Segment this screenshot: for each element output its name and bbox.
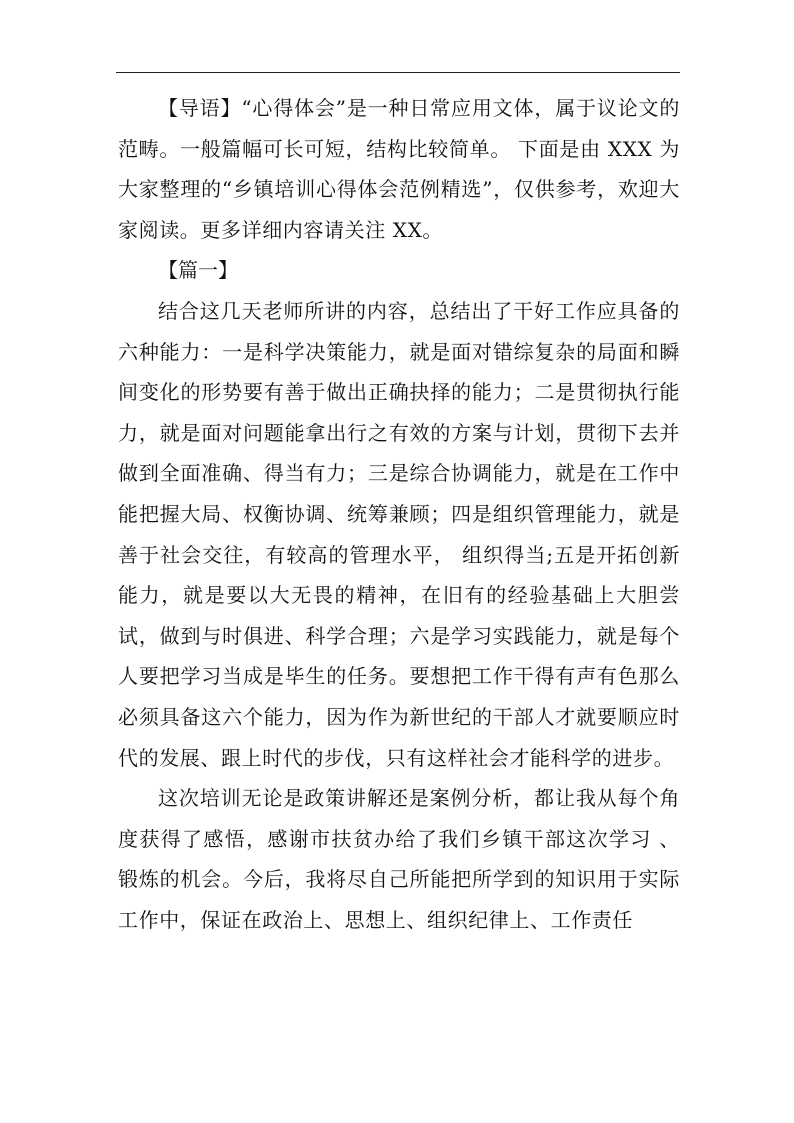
intro-paragraph: 【导语】“心得体会”是一种日常应用文体，属于议论文的范畴。一般篇幅可长可短，结构比较简单。 下面是由 XXX 为大家整理的“乡镇培训心得体会范例精选”，仅供参考，欢迎大家阅读。更多详细内容请关注 XX。 xyxy=(118,96,680,242)
section-title: 【篇一】 xyxy=(158,258,238,283)
document-body xyxy=(118,88,680,940)
header-rule xyxy=(116,72,680,73)
body-paragraph-2: 这次培训无论是政策讲解还是案例分析，都让我从每个角度获得了感悟，感谢市扶贫办给了我们乡镇干部这次学习 、锻炼的机会。今后，我将尽自己所能把所学到的知识用于实际工作中，保证在政治上、思想上、组织纪律上、工作责任 xyxy=(118,786,680,932)
body-paragraph-1: 结合这几天老师所讲的内容，总结出了干好工作应具备的六种能力：一是科学决策能力，就是面对错综复杂的局面和瞬间变化的形势要有善于做出正确抉择的能力；二是贯彻执行能力，就是面对问题能拿出行之有效的方案与计划，贯彻下去并做到全面准确、得当有力；三是综合协调能力，就是在工作中能把握大局、权衡协调、统筹兼顾；四是组织管理能力，就是善于社会交往，有较高的管理水平， 组织得当;五是开拓创新能力，就是要以大无畏的精神，在旧有的经验基础上大胆尝试，做到与时俱进、科学合理；六是学习实践能力，就是每个人要把学习当成是毕生的任务。要想把工作干得有声有色那么必须具备这六个能力，因为作为新世纪的干部人才就要顺应时代的发展、跟上时代的步伐，只有这样社会才能科学的进步。 xyxy=(118,298,680,770)
